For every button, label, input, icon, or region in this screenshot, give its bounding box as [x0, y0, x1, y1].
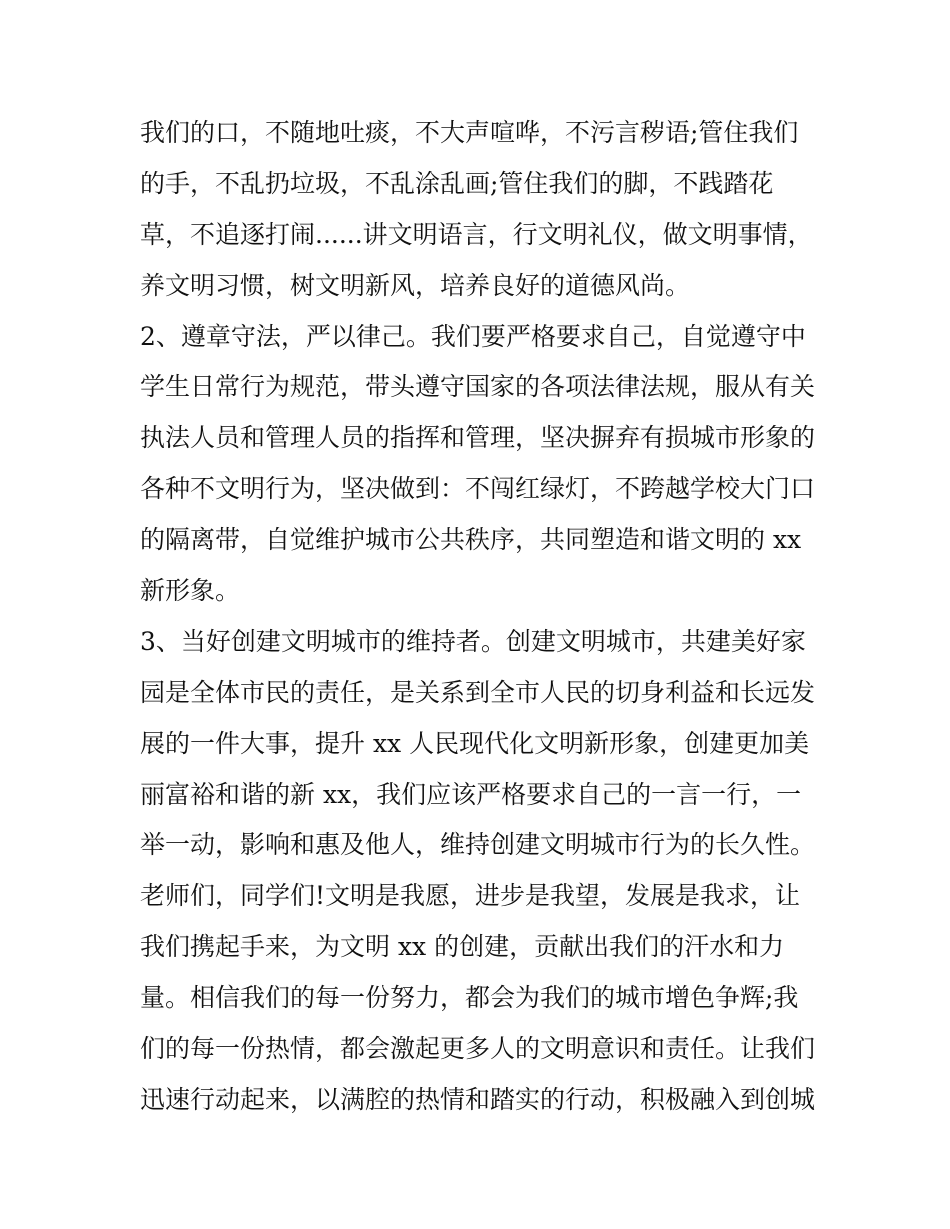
- text-line-13: 展的一件大事，提升 xx 人民现代化文明新形象，创建更加美: [140, 728, 810, 758]
- text-line-14: 丽富裕和谐的新 xx，我们应该严格要求自己的一言一行，一: [140, 779, 802, 809]
- text-line-18: 量。相信我们的每一份努力，都会为我们的城市增色争辉;我: [140, 983, 799, 1013]
- text-line-15: 举一动，影响和惠及他人，维持创建文明城市行为的长久性。: [140, 830, 816, 860]
- text-line-1: 我们的口，不随地吐痰，不大声喧哗，不污言秽语;管住我们: [140, 118, 799, 147]
- text-line-7: 执法人员和管理人员的指挥和管理，坚决摒弃有损城市形象的: [140, 423, 816, 453]
- document-body: [140, 108, 820, 1126]
- text-line-20: 迅速行动起来，以满腔的热情和踏实的行动，积极融入到创城: [140, 1084, 816, 1114]
- text-line-16: 老师们，同学们!文明是我愿，进步是我望，发展是我求，让: [140, 881, 801, 911]
- text-line-3: 草，不追逐打闹......讲文明语言，行文明礼仪，做文明事情，: [140, 219, 813, 249]
- text-line-5: 2、遵章守法，严以律己。我们要严格要求自己，自觉遵守中: [140, 321, 806, 351]
- text-line-10: 新形象。: [140, 576, 241, 606]
- text-line-4: 养文明习惯，树文明新风，培养良好的道德风尚。: [140, 270, 691, 300]
- text-line-11: 3、当好创建文明城市的维持者。创建文明城市，共建美好家: [140, 626, 806, 656]
- text-line-9: 的隔离带，自觉维护城市公共秩序，共同塑造和谐文明的 xx: [140, 525, 802, 555]
- text-line-6: 学生日常行为规范，带头遵守国家的各项法律法规，服从有关: [140, 372, 816, 402]
- text-line-12: 园是全体市民的责任，是关系到全市人民的切身利益和长远发: [140, 677, 816, 707]
- text-line-8: 各种不文明行为，坚决做到：不闯红绿灯，不跨越学校大门口: [140, 474, 816, 504]
- text-line-17: 我们携起手来，为文明 xx 的创建，贡献出我们的汗水和力: [140, 932, 785, 962]
- text-line-2: 的手，不乱扔垃圾，不乱涂乱画;管住我们的脚，不践踏花: [140, 168, 774, 198]
- text-line-19: 们的每一份热情，都会激起更多人的文明意识和责任。让我们: [140, 1034, 816, 1064]
